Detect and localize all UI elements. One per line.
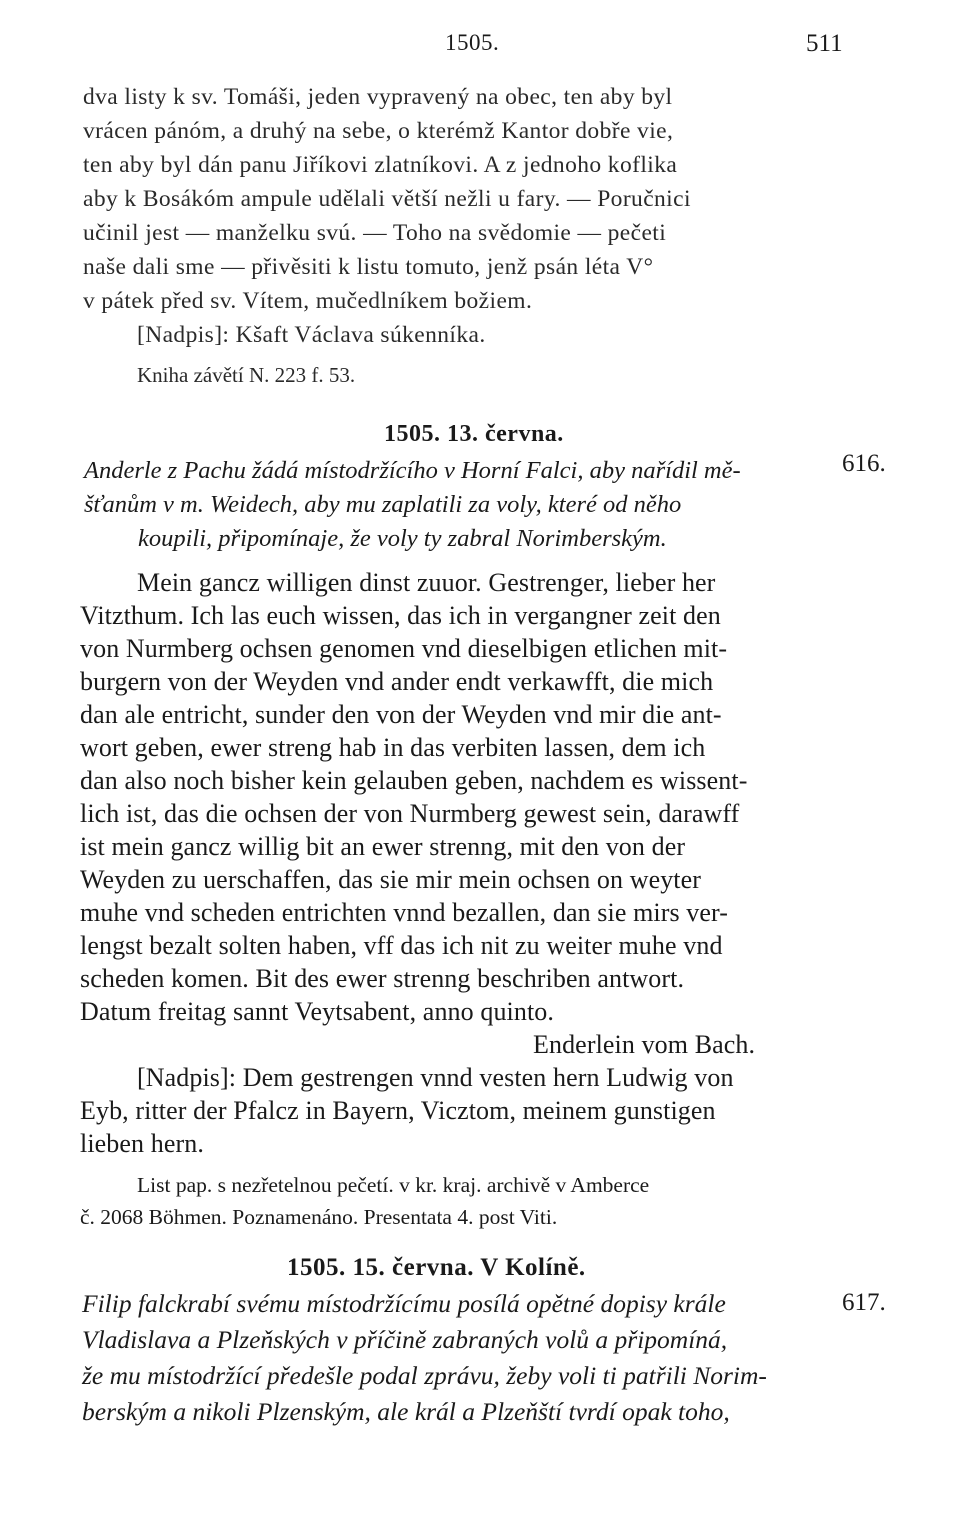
archive-note-line: č. 2068 Böhmen. Poznamenáno. Presentata 4. post Viti. xyxy=(80,1205,558,1229)
text-line: v pátek před sv. Vítem, mučedlníkem božiem. xyxy=(83,288,533,314)
text-line: vrácen pánóm, a druhý na sebe, o kterémž Kantor dobře vie, xyxy=(83,118,674,144)
letter-text-line: lich ist, das die ochsen der von Nurmberg gewest sein, darawff xyxy=(80,799,740,828)
entry-date-heading: 1505. 13. června. xyxy=(384,421,564,447)
text-line: naše dali sme — přivěsiti k listu tomuto, jenž psán léta V° xyxy=(83,254,654,280)
page-header xyxy=(0,30,960,70)
nadpis-line: lieben hern. xyxy=(80,1129,204,1158)
summary-line: koupili, připomínaje, že voly ty zabral Norimberským. xyxy=(138,525,667,552)
summary-line: Vladislava a Plzeňských v příčině zabraných volů a připomíná, xyxy=(82,1325,728,1354)
nadpis-line: Eyb, ritter der Pfalcz in Bayern, Vicztom, meinem gunstigen xyxy=(80,1096,716,1125)
entry-number: 617. xyxy=(842,1289,886,1316)
summary-line: Anderle z Pachu žádá místodržícího v Horní Falci, aby nařídil mě- xyxy=(84,457,741,484)
archive-note-line: List pap. s nezřetelnou pečetí. v kr. kraj. archivě v Amberce xyxy=(137,1173,650,1197)
text-line: dva listy k sv. Tomáši, jeden vypravený na obec, ten aby byl xyxy=(83,84,673,110)
letter-text-line: lengst bezalt solten haben, vff das ich nit zu weiter muhe vnd xyxy=(80,931,723,960)
entry-date-heading: 1505. 15. června. V Kolíně. xyxy=(287,1254,586,1281)
text-line: učinil jest — manželku svú. — Toho na svědomie — pečeti xyxy=(83,220,667,246)
letter-text-line: von Nurmberg ochsen genomen vnd dieselbigen etlichen mit- xyxy=(80,634,728,663)
summary-line: berským a nikoli Plzenským, ale král a Plzeňští tvrdí opak toho, xyxy=(82,1397,730,1426)
nadpis-line: [Nadpis]: Kšaft Václava súkenníka. xyxy=(137,322,486,348)
page-number: 511 xyxy=(806,30,843,57)
nadpis-line: [Nadpis]: Dem gestrengen vnnd vesten hern Ludwig von xyxy=(137,1063,734,1092)
text-line: ten aby byl dán panu Jiříkovi zlatníkovi. A z jednoho koflika xyxy=(83,152,678,178)
letter-text-line: Datum freitag sannt Veytsabent, anno quinto. xyxy=(80,997,554,1026)
letter-text-line: scheden komen. Bit des ewer strenng beschriben antwort. xyxy=(80,964,685,993)
letter-text-line: muhe vnd scheden entrichten vnnd bezallen, dan sie mirs ver- xyxy=(80,898,729,927)
running-head-year: 1505. xyxy=(445,30,500,55)
letter-text-line: dan also noch bisher kein gelauben geben, nachdem es wissent- xyxy=(80,766,748,795)
signature: Enderlein vom Bach. xyxy=(533,1030,756,1059)
letter-text-line: wort geben, ewer streng hab in das verbiten lassen, dem ich xyxy=(80,733,706,762)
summary-line: že mu místodržící předešle podal zprávu, žeby voli ti patřili Norim- xyxy=(82,1361,767,1390)
archive-reference: Kniha závětí N. 223 f. 53. xyxy=(137,363,356,387)
letter-text-line: dan ale entricht, sunder den von der Weyden vnd mir die ant- xyxy=(80,700,722,729)
letter-text-line: Vitzthum. Ich las euch wissen, das ich in vergangner zeit den xyxy=(80,601,721,630)
summary-line: Filip falckrabí svému místodržícímu posílá opětné dopisy krále xyxy=(82,1289,726,1318)
letter-text-line: burgern von der Weyden vnd ander endt verkawfft, die mich xyxy=(80,667,714,696)
summary-line: šťanům v m. Weidech, aby mu zaplatili za voly, které od něho xyxy=(84,491,682,518)
letter-text-line: ist mein gancz willig bit an ewer strenng, mit den von der xyxy=(80,832,686,861)
text-line: aby k Bosákóm ampule udělali větší nežli u fary. — Poručnici xyxy=(83,186,691,212)
entry-number: 616. xyxy=(842,450,886,477)
letter-text-line: Mein gancz willigen dinst zuuor. Gestrenger, lieber her xyxy=(137,568,716,597)
letter-text-line: Weyden zu uerschaffen, das sie mir mein ochsen on weyter xyxy=(80,865,702,894)
